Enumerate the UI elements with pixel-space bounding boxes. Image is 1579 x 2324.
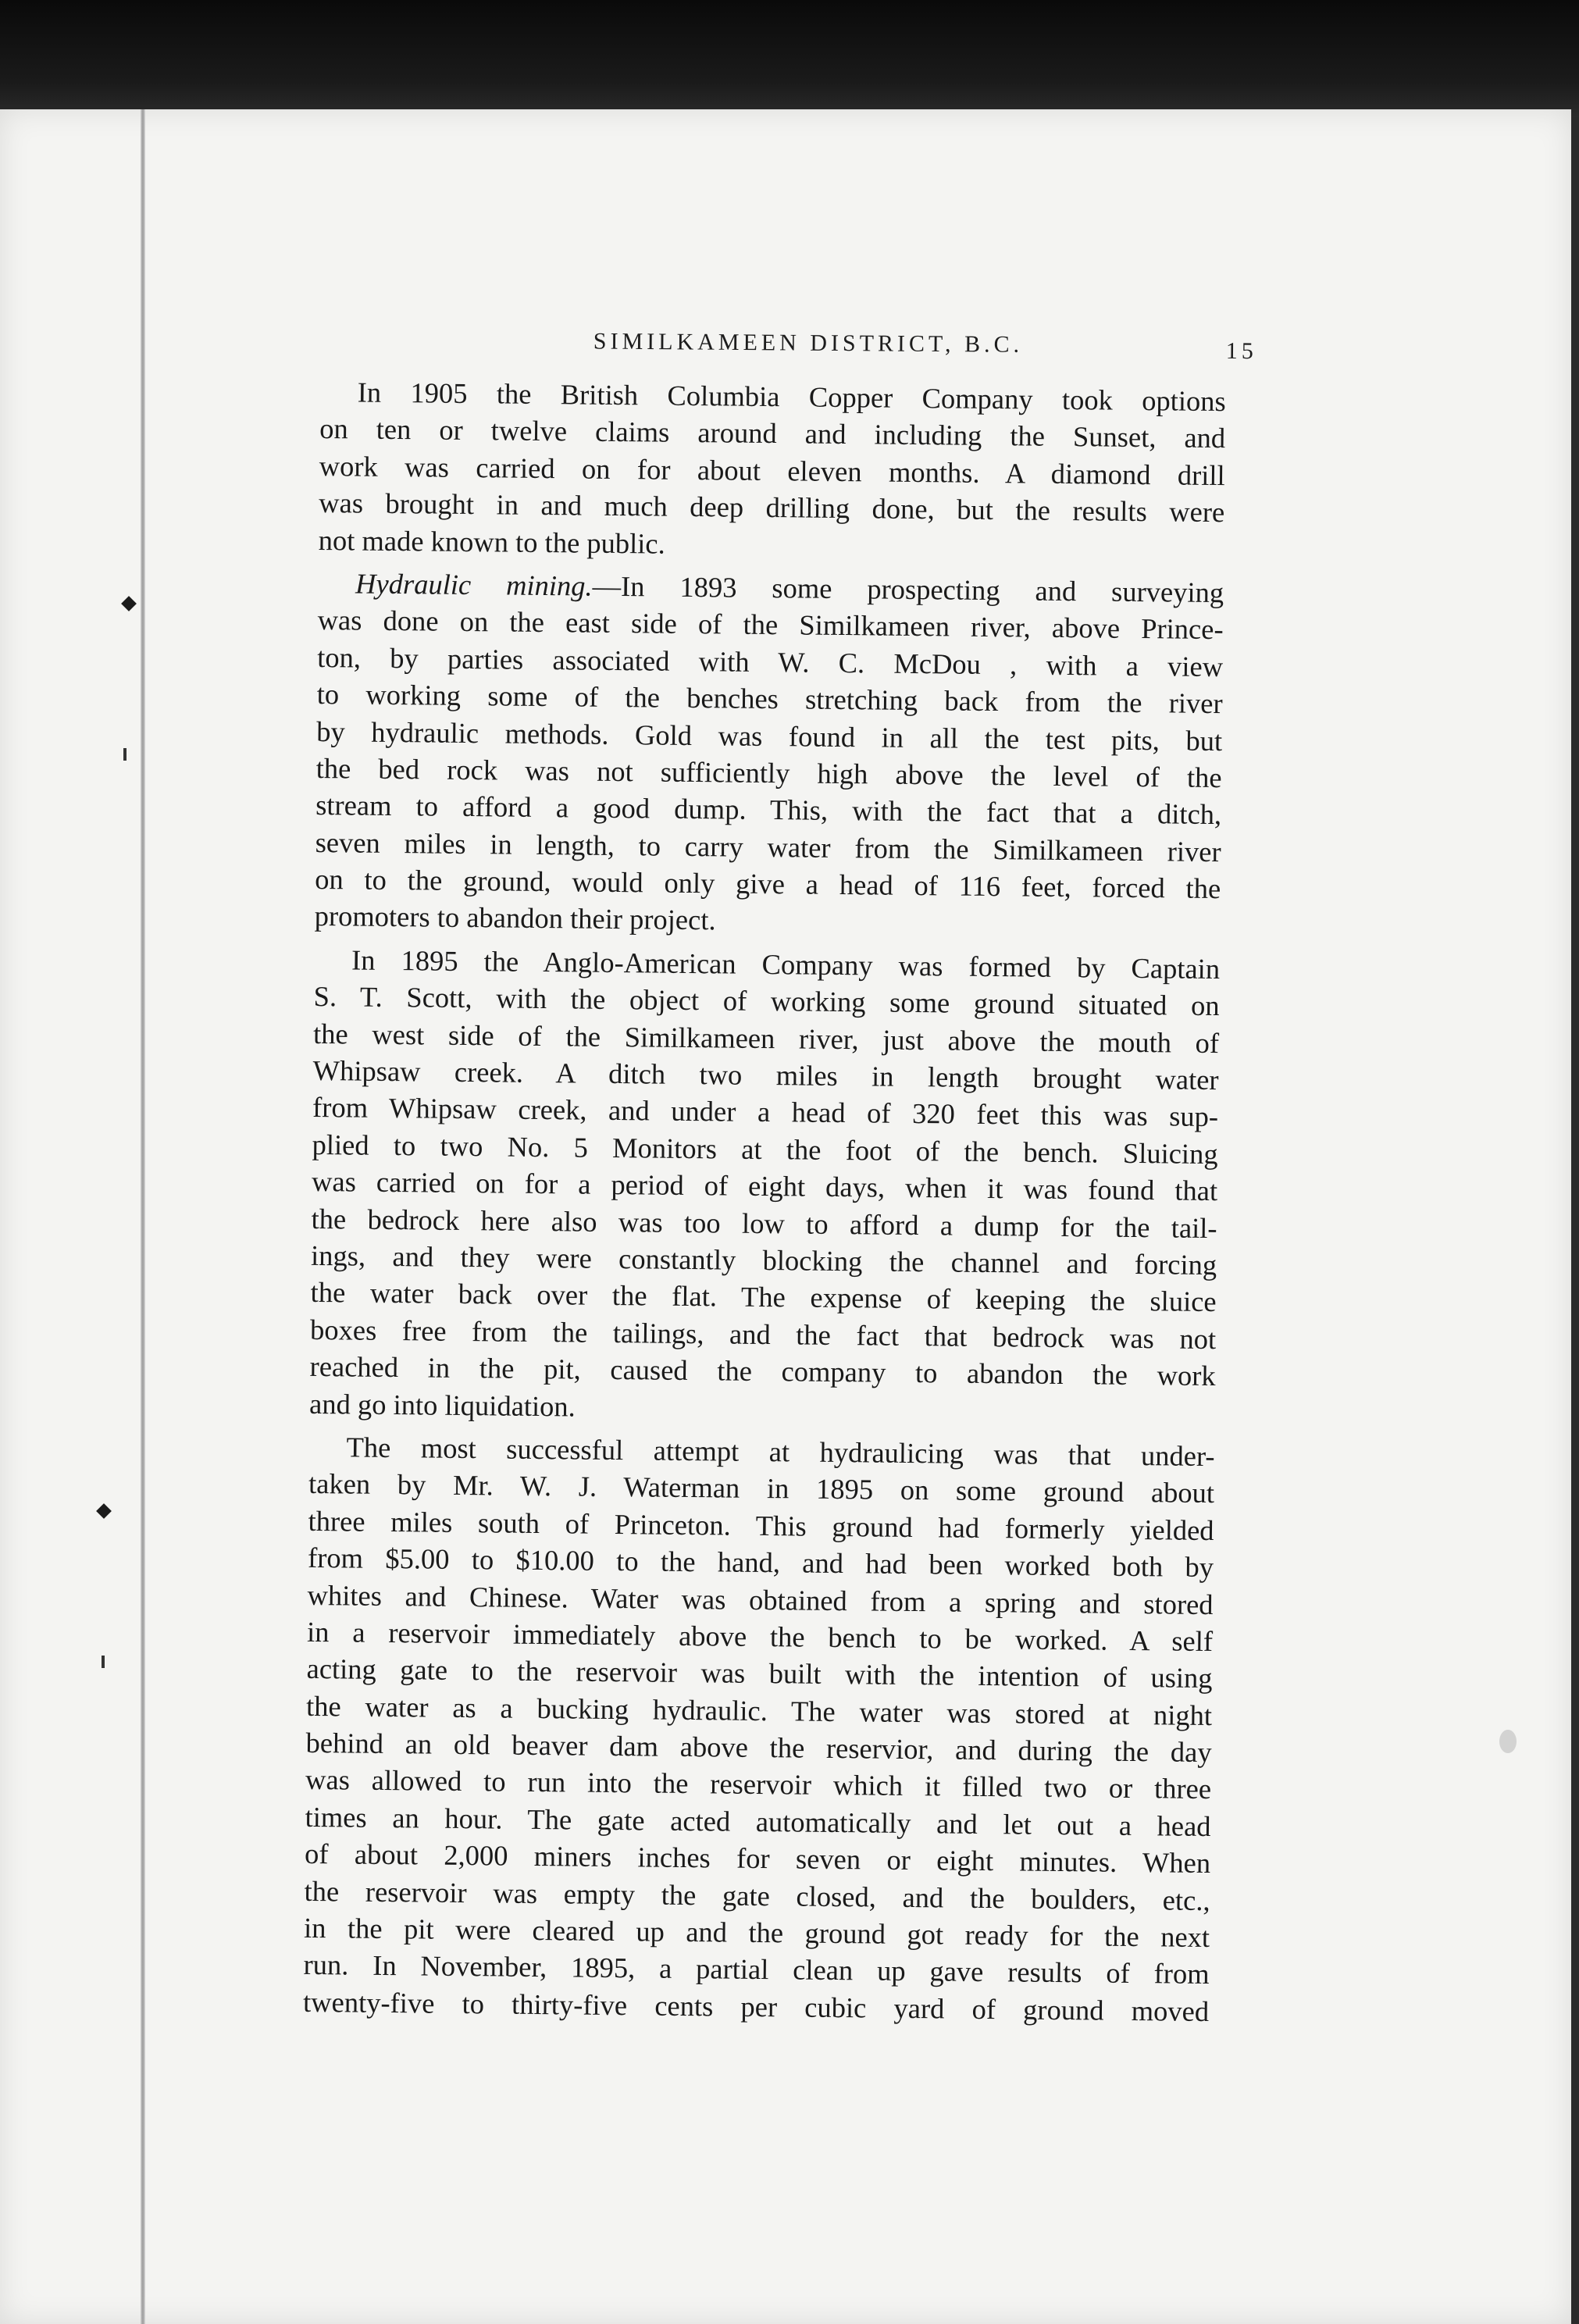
text-line: was brought in and much deep drilling done, but the results were [319, 487, 1225, 529]
text-line: behind an old beaver dam above the reservior, and during the day [305, 1726, 1212, 1769]
text-line: the water back over the flat. The expense of keeping the sluice [310, 1276, 1217, 1318]
scan-right-edge [1571, 117, 1579, 2324]
text-line: from Whipsaw creek, and under a head of 320 feet this was sup- [312, 1091, 1219, 1133]
text-line: boxes free from the tailings, and the fact that bedrock was not [309, 1313, 1217, 1355]
text-line: on ten or twelve claims around and including the Sunset, and [319, 412, 1226, 454]
text-line: the reservoir was empty the gate closed, and the boulders, etc., [304, 1874, 1210, 1916]
text-line: ton, by parties associated with W. C. McDou , with a view [316, 640, 1224, 683]
margin-tick [102, 1656, 105, 1668]
text-line: seven miles in length, to carry water from the Similkameen river [315, 825, 1221, 868]
text-line: by hydraulic methods. Gold was found in all the test pits, but [315, 715, 1223, 757]
text-line: promoters to abandon their project. [314, 900, 716, 936]
paragraph-3 [309, 941, 1220, 1431]
text-line: and go into liquidation. [308, 1387, 576, 1423]
text-line: in the pit were cleared up and the ground got ready for the next [303, 1911, 1210, 1954]
text-line: the bedrock here also was too low to afford a dump for the tail- [311, 1202, 1217, 1244]
page-gutter [141, 109, 145, 2324]
text-line: times an hour. The gate acted automatically and let out a head [305, 1800, 1211, 1842]
text-line-content: —In 1893 some prospecting and surveying [592, 569, 1224, 609]
text-line: three miles south of Princeton. This ground had formerly yielded [308, 1504, 1214, 1546]
text-line: S. T. Scott, with the object of working some ground situated on [313, 980, 1220, 1022]
text-line: was carried on for a period of eight days, when it was found that [311, 1165, 1218, 1207]
text-line: the bed rock was not sufficiently high above the level of the [315, 751, 1222, 794]
text-line: reached in the pit, caused the company to abandon the work [309, 1350, 1216, 1392]
page-number: 15 [1225, 337, 1257, 365]
body-text [303, 373, 1226, 2036]
text-line: not made known to the public. [318, 523, 665, 560]
text-line: run. In November, 1895, a partial clean up gave results of from [303, 1948, 1210, 1991]
paragraph-4 [303, 1428, 1215, 2030]
text-line: ings, and they were constantly blocking the channel and forcing [310, 1239, 1217, 1281]
text-line: In 1905 the British Columbia Copper Company took options [357, 376, 1226, 418]
text-line: to working some of the benches stretching back from the river [316, 678, 1223, 720]
text-line: plied to two No. 5 Monitors at the foot of the bench. Sluicing [312, 1128, 1218, 1170]
text-line: The most successful attempt at hydraulicing was that under- [346, 1431, 1215, 1473]
paragraph-2 [314, 565, 1224, 944]
paragraph-1 [319, 373, 1226, 568]
text-line: was allowed to run into the reservoir which it filled two or three [305, 1763, 1212, 1805]
text-line: the water as a bucking hydraulic. The water was stored at night [305, 1689, 1213, 1731]
text-line: from $5.00 to $10.00 to the hand, and had been worked both by [307, 1542, 1214, 1584]
text-line: Whipsaw creek. A ditch two miles in length brought water [312, 1053, 1219, 1096]
text-line: acting gate to the reservoir was built with the intention of using [306, 1652, 1213, 1695]
margin-tick [123, 748, 127, 761]
text-line: on to the ground, would only give a head of 116 feet, forced the [315, 863, 1221, 905]
scan-dark-border [0, 0, 1579, 117]
text-line: In 1895 the Anglo-American Company was formed by Captain [351, 943, 1221, 985]
text-line: was done on the east side of the Similkameen river, above Prince- [317, 604, 1224, 646]
text-line: of about 2,000 miners inches for seven or eight minutes. When [304, 1837, 1211, 1880]
text-line: twenty-five to thirty-five cents per cubic yard of ground moved [302, 1985, 1210, 2027]
text-line: stream to afford a good dump. This, with the fact that a ditch, [315, 789, 1222, 831]
text-line: whites and Chinese. Water was obtained from a spring and stored [307, 1578, 1214, 1620]
text-line: the west side of the Similkameen river, just above the mouth of [312, 1017, 1220, 1059]
scan-speck [1499, 1730, 1517, 1753]
running-title: SIMILKAMEEN DISTRICT, B.C. [593, 328, 1024, 358]
running-head [344, 326, 1257, 372]
text-line: taken by Mr. W. J. Waterman in 1895 on some ground about [308, 1467, 1215, 1510]
section-heading: Hydraulic mining. [355, 567, 593, 602]
text-line: in a reservoir immediately above the bench to be worked. A self [306, 1615, 1214, 1657]
text-line: work was carried on for about eleven months. A diamond drill [319, 449, 1225, 491]
